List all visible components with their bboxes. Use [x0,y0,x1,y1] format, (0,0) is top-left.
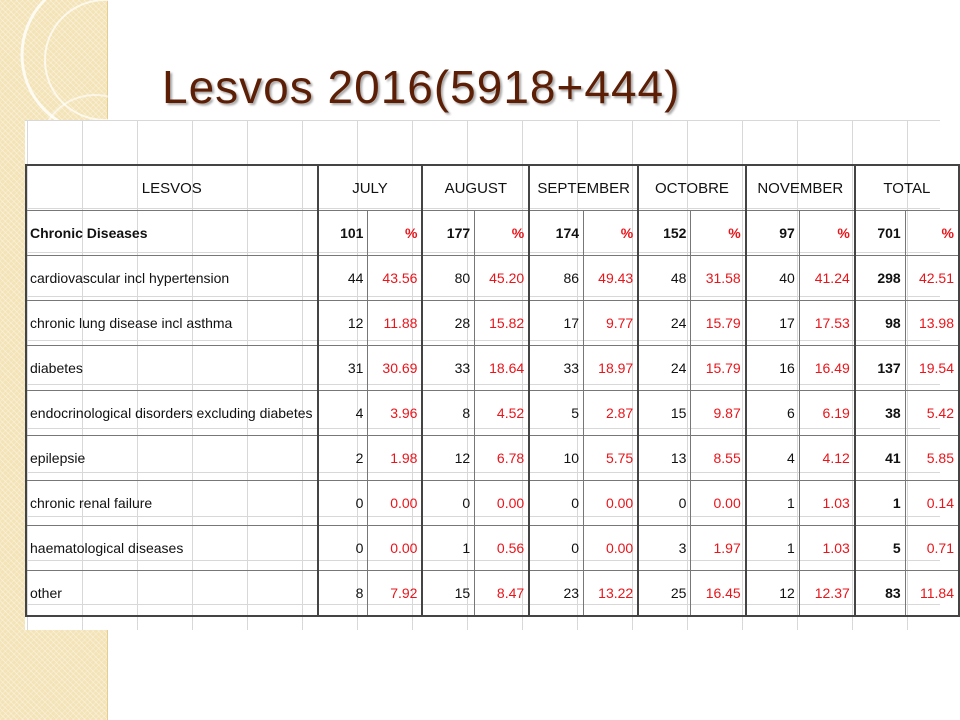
percent-cell: 0.00 [368,481,423,526]
percent-cell: % [799,211,854,256]
count-cell: 17 [529,301,583,346]
table-row [26,526,959,571]
percent-cell: 0.00 [368,526,423,571]
count-cell: 24 [638,346,691,391]
month-header-cell: OCTOBRE [638,165,746,211]
count-cell: 137 [855,346,905,391]
count-cell: 4 [318,391,368,436]
percent-cell: 6.19 [799,391,854,436]
percent-cell: 15.82 [475,301,530,346]
percent-cell: 16.45 [691,571,746,617]
percent-cell: % [691,211,746,256]
percent-cell: % [905,211,959,256]
percent-cell: 3.96 [368,391,423,436]
percent-cell: 0.00 [475,481,530,526]
row-label-cell: other [26,571,318,617]
count-cell: 5 [855,526,905,571]
month-header-cell: NOVEMBER [746,165,855,211]
count-cell: 48 [638,256,691,301]
percent-cell: 19.54 [905,346,959,391]
count-cell: 41 [855,436,905,481]
count-cell: 0 [529,526,583,571]
count-cell: 6 [746,391,800,436]
count-cell: 0 [318,526,368,571]
count-cell: 5 [529,391,583,436]
percent-cell: 8.55 [691,436,746,481]
month-header-cell: TOTAL [855,165,959,211]
count-cell: 86 [529,256,583,301]
percent-cell: 6.78 [475,436,530,481]
count-cell: 12 [746,571,800,617]
count-cell: 83 [855,571,905,617]
count-cell: 701 [855,211,905,256]
count-cell: 0 [638,481,691,526]
percent-cell: 7.92 [368,571,423,617]
percent-cell: 11.84 [905,571,959,617]
count-cell: 12 [318,301,368,346]
count-cell: 13 [638,436,691,481]
percent-cell: 41.24 [799,256,854,301]
count-cell: 4 [746,436,800,481]
table-row [26,211,959,256]
count-cell: 0 [529,481,583,526]
count-cell: 0 [318,481,368,526]
count-cell: 152 [638,211,691,256]
table-row [26,571,959,617]
slide-title: Lesvos 2016(5918+444) [162,61,681,113]
month-header-cell: JULY [318,165,423,211]
count-cell: 1 [746,481,800,526]
count-cell: 101 [318,211,368,256]
table-row [26,256,959,301]
count-cell: 0 [422,481,474,526]
percent-cell: 18.97 [584,346,639,391]
row-label-cell: haematological diseases [26,526,318,571]
row-label-cell: epilepsie [26,436,318,481]
count-cell: 44 [318,256,368,301]
table-row [26,301,959,346]
percent-cell: 12.37 [799,571,854,617]
corner-header-cell: LESVOS [26,165,318,211]
percent-cell: 45.20 [475,256,530,301]
count-cell: 38 [855,391,905,436]
month-header-cell: AUGUST [422,165,529,211]
count-cell: 16 [746,346,800,391]
count-cell: 25 [638,571,691,617]
count-cell: 28 [422,301,474,346]
count-cell: 40 [746,256,800,301]
percent-cell: 11.88 [368,301,423,346]
table-row [26,436,959,481]
count-cell: 298 [855,256,905,301]
count-cell: 15 [638,391,691,436]
percent-cell: 15.79 [691,301,746,346]
percent-cell: 0.00 [584,481,639,526]
row-label-cell: Chronic Diseases [26,211,318,256]
percent-cell: 13.22 [584,571,639,617]
row-label-cell: diabetes [26,346,318,391]
percent-cell: 0.00 [584,526,639,571]
header-row [26,165,959,211]
count-cell: 8 [318,571,368,617]
percent-cell: 18.64 [475,346,530,391]
percent-cell: 9.77 [584,301,639,346]
percent-cell: 15.79 [691,346,746,391]
percent-cell: 5.75 [584,436,639,481]
percent-cell: 0.56 [475,526,530,571]
percent-cell: 49.43 [584,256,639,301]
percent-cell: 9.87 [691,391,746,436]
table-row [26,346,959,391]
percent-cell: 5.42 [905,391,959,436]
percent-cell: 4.52 [475,391,530,436]
table-body [26,165,959,616]
count-cell: 15 [422,571,474,617]
percent-cell: 2.87 [584,391,639,436]
count-cell: 24 [638,301,691,346]
percent-cell: 5.85 [905,436,959,481]
percent-cell: 1.98 [368,436,423,481]
count-cell: 12 [422,436,474,481]
percent-cell: 0.14 [905,481,959,526]
percent-cell: 0.71 [905,526,959,571]
chronic-diseases-table [25,164,960,617]
count-cell: 3 [638,526,691,571]
count-cell: 17 [746,301,800,346]
count-cell: 177 [422,211,474,256]
percent-cell: 4.12 [799,436,854,481]
percent-cell: 1.03 [799,481,854,526]
percent-cell: % [475,211,530,256]
count-cell: 23 [529,571,583,617]
count-cell: 174 [529,211,583,256]
percent-cell: 13.98 [905,301,959,346]
percent-cell: 17.53 [799,301,854,346]
count-cell: 97 [746,211,800,256]
row-label-cell: chronic renal failure [26,481,318,526]
percent-cell: % [584,211,639,256]
count-cell: 10 [529,436,583,481]
row-label-cell: cardiovascular incl hypertension [26,256,318,301]
table-row [26,391,959,436]
count-cell: 33 [422,346,474,391]
month-header-cell: SEPTEMBER [529,165,638,211]
percent-cell: 31.58 [691,256,746,301]
count-cell: 1 [422,526,474,571]
count-cell: 2 [318,436,368,481]
percent-cell: 0.00 [691,481,746,526]
percent-cell: 1.03 [799,526,854,571]
count-cell: 98 [855,301,905,346]
count-cell: 8 [422,391,474,436]
row-label-cell: chronic lung disease incl asthma [26,301,318,346]
percent-cell: 8.47 [475,571,530,617]
percent-cell: 30.69 [368,346,423,391]
percent-cell: 42.51 [905,256,959,301]
row-label-cell: endocrinological disorders excluding diabetes [26,391,318,436]
count-cell: 1 [855,481,905,526]
percent-cell: 1.97 [691,526,746,571]
table-row [26,481,959,526]
count-cell: 33 [529,346,583,391]
count-cell: 1 [746,526,800,571]
percent-cell: % [368,211,423,256]
percent-cell: 43.56 [368,256,423,301]
count-cell: 31 [318,346,368,391]
percent-cell: 16.49 [799,346,854,391]
count-cell: 80 [422,256,474,301]
